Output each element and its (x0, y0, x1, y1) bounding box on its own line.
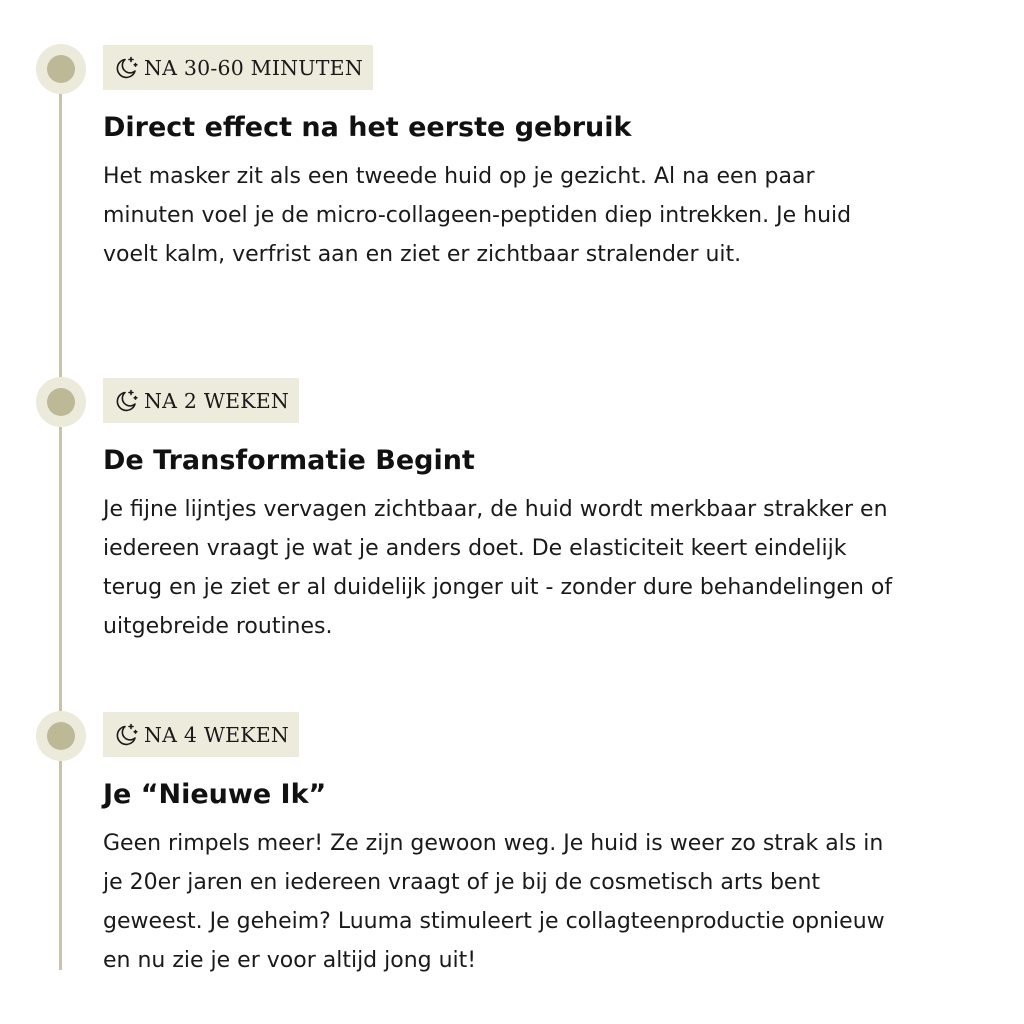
timeline-marker-dot (47, 388, 75, 416)
time-badge (103, 378, 299, 423)
step-description: Je fijne lijntjes vervagen zichtbaar, de huid wordt merkbaar strakker en iedereen vraagt je wat je anders doet. De elasticiteit keert eindelijk terug en je ziet er al duidelijk jonger uit - zonder dure behandelingen of uitgebreide routines. (103, 497, 893, 639)
timeline-marker-dot (47, 55, 75, 83)
timeline-line (59, 68, 62, 970)
time-badge-label: NA 4 WEKEN (144, 722, 290, 747)
step-description: Geen rimpels meer! Ze zijn gewoon weg. Je huid is weer zo strak als in je 20er jaren en iedereen vraagt of je bij de cosmetisch arts bent geweest. Je geheim? Luuma stimuleert je collagteenproductie opnieuw en nu zie je er voor altijd jong uit! (103, 831, 885, 973)
moon-stars-icon (112, 54, 140, 82)
moon-stars-icon (112, 387, 140, 415)
timeline-marker-dot (47, 722, 75, 750)
timeline-marker (36, 44, 86, 94)
step-description: Het masker zit als een tweede huid op je gezicht. Al na een paar minuten voel je de micro-collageen-peptiden diep intrekken. Je huid voelt kalm, verfrist aan en ziet er zichtbaar stralender uit. (103, 164, 852, 267)
time-badge (103, 712, 299, 757)
time-badge (103, 45, 373, 90)
step-title: Je “Nieuwe Ik” (103, 779, 327, 810)
step-title: De Transformatie Begint (103, 445, 475, 476)
time-badge-label: NA 2 WEKEN (144, 388, 290, 413)
moon-stars-icon (112, 721, 140, 749)
timeline-marker (36, 377, 86, 427)
time-badge-label: NA 30-60 MINUTEN (144, 55, 363, 80)
timeline-marker (36, 711, 86, 761)
step-title: Direct effect na het eerste gebruik (103, 112, 632, 143)
